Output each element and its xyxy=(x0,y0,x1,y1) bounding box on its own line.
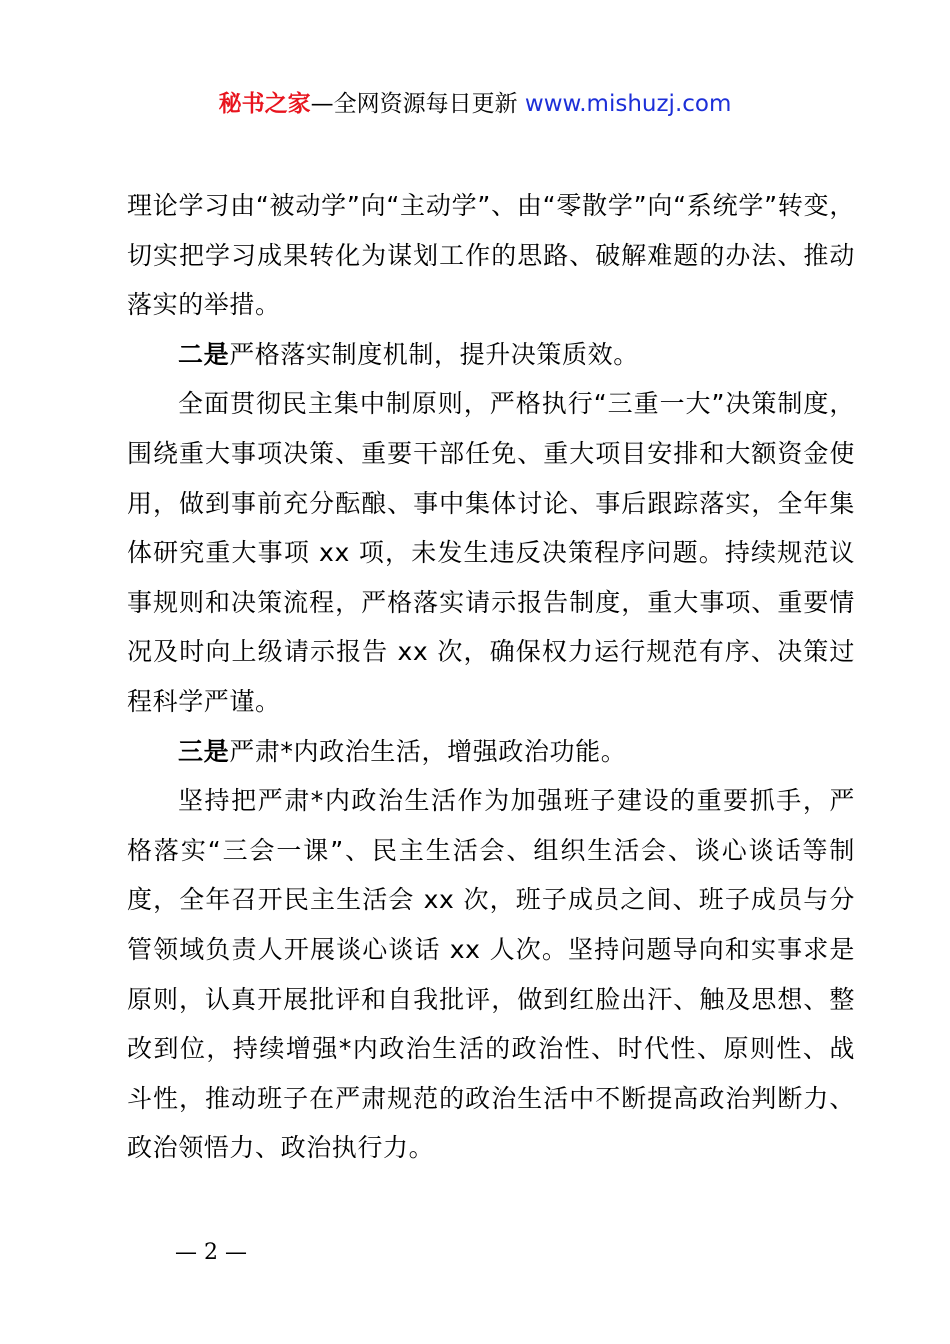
section-2-title: 严格落实制度机制，提升决策质效。 xyxy=(229,339,639,369)
section-2-lead: 二是 xyxy=(178,339,230,369)
section-3-title: 严肃*内政治生活，增强政治功能。 xyxy=(229,736,627,766)
section-heading-3 xyxy=(127,727,855,777)
section-heading-2 xyxy=(127,330,855,380)
page-number: — 2 — xyxy=(175,1240,247,1265)
brand-name: 秘书之家 xyxy=(218,91,311,117)
section-3-lead: 三是 xyxy=(178,736,230,766)
site-url-link[interactable]: www.mishuzj.com xyxy=(524,91,732,117)
paragraph-decision-system: 全面贯彻民主集中制原则，严格执行“三重一大”决策制度，围绕重大事项决策、重要干部任免、重大项目安排和大额资金使用，做到事前充分酝酿、事中集体讨论、事后跟踪落实，全年集体研究重大事项 xx 项，未发生违反决策程序问题。持续规范议事规则和决策流程，严格落实请示报告制度，重大事项、重要情况及时向上级请示报告 xx 次，确保权力运行规范有序、决策过程科学严谨。 xyxy=(127,389,855,716)
paragraph-political-life: 坚持把严肃*内政治生活作为加强班子建设的重要抓手，严格落实“三会一课”、民主生活会、组织生活会、谈心谈话等制度，全年召开民主生活会 xx 次，班子成员之间、班子成员与分管领域负责人开展谈心谈话 xx 人次。坚持问题导向和实事求是原则，认真开展批评和自我批评，做到红脸出汗、触及思想、整改到位，持续增强*内政治生活的政治性、时代性、原则性、战斗性，推动班子在严肃规范的政治生活中不断提高政治判断力、政治领悟力、政治执行力。 xyxy=(127,786,855,1163)
paragraph-study-continued: 理论学习由“被动学”向“主动学”、由“零散学”向“系统学”转变，切实把学习成果转化为谋划工作的思路、破解难题的办法、推动落实的举措。 xyxy=(127,191,855,320)
page-header xyxy=(0,86,950,122)
header-tagline: —全网资源每日更新 xyxy=(310,91,518,117)
document-body xyxy=(127,181,855,1173)
